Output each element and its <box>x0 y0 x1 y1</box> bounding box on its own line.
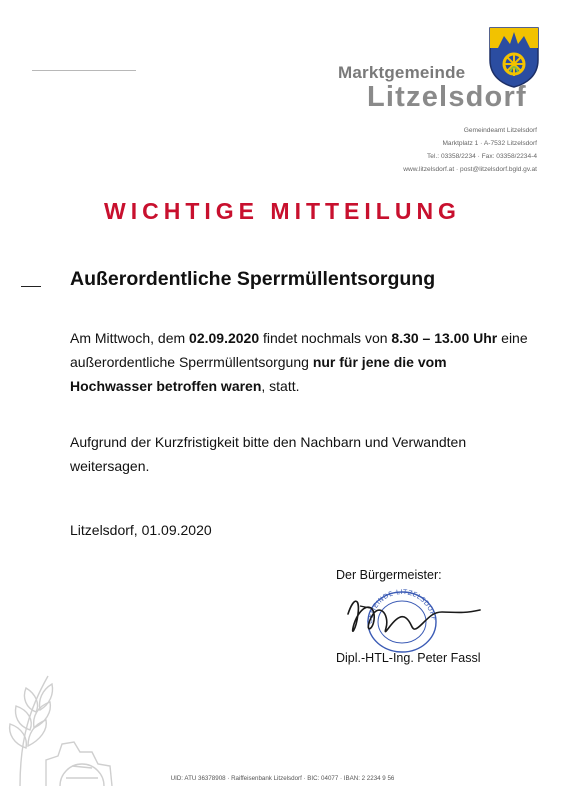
municipal-crest-icon <box>488 26 540 88</box>
event-date: 02.09.2020 <box>189 330 260 346</box>
signature-title: Der Bürgermeister: <box>336 568 442 582</box>
seal-text: GEMEINDE LITZELSDORF <box>365 587 438 625</box>
notice-subject: Außerordentliche Sperrmüllentsorgung <box>70 268 436 290</box>
address-office: Gemeindeamt Litzelsdorf <box>463 127 537 134</box>
notice-headline: WICHTIGE MITTEILUNG <box>104 198 461 224</box>
paragraph-1-text-a: Am Mittwoch, dem <box>70 330 190 346</box>
official-seal-and-signature <box>330 584 490 656</box>
letterhead-municipality-name: Litzelsdorf <box>367 81 527 113</box>
footer-bank-details: UID: ATU 36378908 · Raiffeisenbank Litzelsdorf · BIC: 04077 · IBAN: 2 2234 9 56 <box>170 775 395 782</box>
address-web-email: www.litzelsdorf.at · post@litzelsdorf.bgld.gv.at <box>403 166 537 173</box>
fold-mark <box>21 286 41 287</box>
place-and-date: Litzelsdorf, 01.09.2020 <box>70 522 212 538</box>
paragraph-1-text-c: eine außerordentliche Sperrmüllentsorgung <box>70 330 528 370</box>
address-phone-fax: Tel.: 03358/2234 · Fax: 03358/2234-4 <box>427 153 537 160</box>
header-rule <box>32 70 136 71</box>
eligibility-emphasis: nur für jene die vom Hochwasser betroffen waren <box>70 354 447 394</box>
decorative-wheat-gear-watermark <box>0 668 130 786</box>
address-street: Marktplatz 1 · A-7532 Litzelsdorf <box>442 140 537 147</box>
signatory-name: Dipl.-HTL-Ing. Peter Fassl <box>336 651 481 665</box>
notice-paragraph-1 <box>70 326 532 398</box>
paragraph-1-text-b: findet nochmals von <box>259 330 392 346</box>
notice-paragraph-2: Aufgrund der Kurzfristigkeit bitte den Nachbarn und Verwandten weitersagen. <box>70 434 467 474</box>
paragraph-1-text-d: , statt. <box>261 378 300 394</box>
event-time: 8.30 – 13.00 Uhr <box>391 330 498 346</box>
letterhead-municipality-type: Marktgemeinde <box>338 63 466 82</box>
